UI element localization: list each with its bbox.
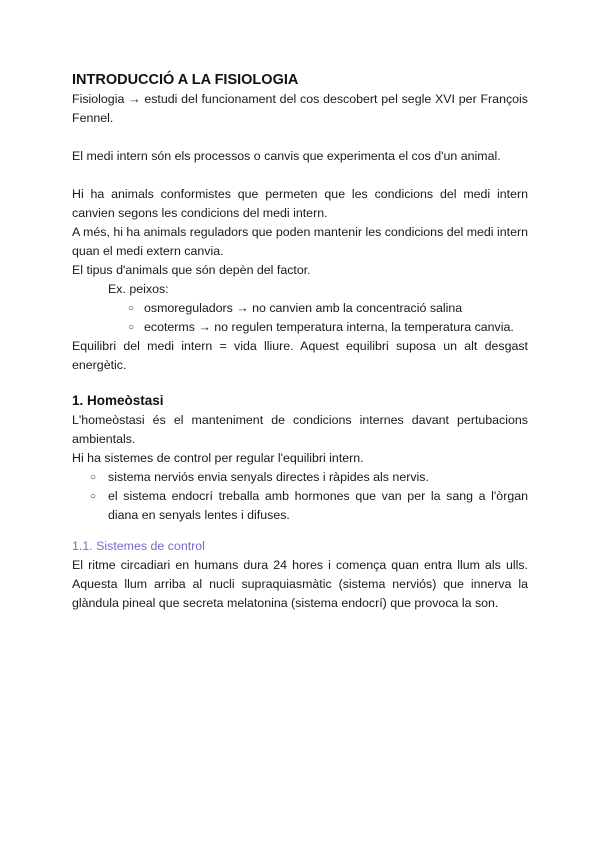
paragraph-equilibri: Equilibri del medi intern = vida lliure. Aquest equilibri suposa un alt desgast energètic. bbox=[72, 339, 528, 372]
circle-bullet-icon: ○ bbox=[90, 472, 97, 483]
list-item bbox=[72, 487, 528, 525]
page-title: INTRODUCCIÓ A LA FISIOLOGIA bbox=[72, 72, 299, 88]
control-systems-list bbox=[72, 468, 528, 525]
paragraph-fisiologia: Fisiologia → estudi del funcionament del cos descobert pel segle XVI per François Fennel. bbox=[72, 92, 528, 125]
paragraph-ritme-circadiari: El ritme circadiari en humans dura 24 hores i comença quan entra llum als ulls. Aquesta llum arriba al nucli supraquiasmàtic (sistema nerviós) que innerva la glàndula pineal que secreta melatonina (sistema endocrí) que provoca la son. bbox=[72, 558, 528, 610]
paragraph-tipus-animals: El tipus d'animals que són depèn del factor. bbox=[72, 263, 311, 277]
list-item bbox=[72, 318, 528, 337]
circle-bullet-icon: ○ bbox=[90, 491, 97, 502]
section-heading-homeostasi: 1. Homeòstasi bbox=[72, 393, 164, 408]
document-page bbox=[72, 70, 528, 613]
list-item-text: sistema nerviós envia senyals directes i ràpides als nervis. bbox=[108, 470, 429, 484]
paragraph-conformistes: Hi ha animals conformistes que permeten que les condicions del medi intern canvien segons les condicions del medi intern. bbox=[72, 187, 528, 220]
circle-bullet-icon: ○ bbox=[128, 322, 135, 333]
list-item bbox=[72, 468, 528, 487]
example-list bbox=[72, 299, 528, 337]
paragraph-homeostasi: L'homeòstasi és el manteniment de condicions internes davant pertubacions ambientals. bbox=[72, 413, 528, 446]
example-label: Ex. peixos: bbox=[108, 282, 169, 296]
paragraph-reguladors: A més, hi ha animals reguladors que poden mantenir les condicions del medi intern quan el medi extern canvia. bbox=[72, 225, 528, 258]
list-item-text: osmoreguladors → no canvien amb la concentració salina bbox=[144, 301, 463, 315]
list-item-text: ecoterms → no regulen temperatura interna, la temperatura canvia. bbox=[144, 320, 514, 334]
subsection-heading-sistemes-control: 1.1. Sistemes de control bbox=[72, 539, 205, 553]
paragraph-medi-intern: El medi intern són els processos o canvis que experimenta el cos d'un animal. bbox=[72, 149, 501, 163]
list-item-text: el sistema endocrí treballa amb hormones que van per la sang a l'òrgan diana en senyals lentes i difuses. bbox=[108, 489, 528, 522]
paragraph-sistemes-control: Hi ha sistemes de control per regular l'equilibri intern. bbox=[72, 451, 364, 465]
circle-bullet-icon: ○ bbox=[128, 303, 135, 314]
list-item bbox=[72, 299, 528, 318]
